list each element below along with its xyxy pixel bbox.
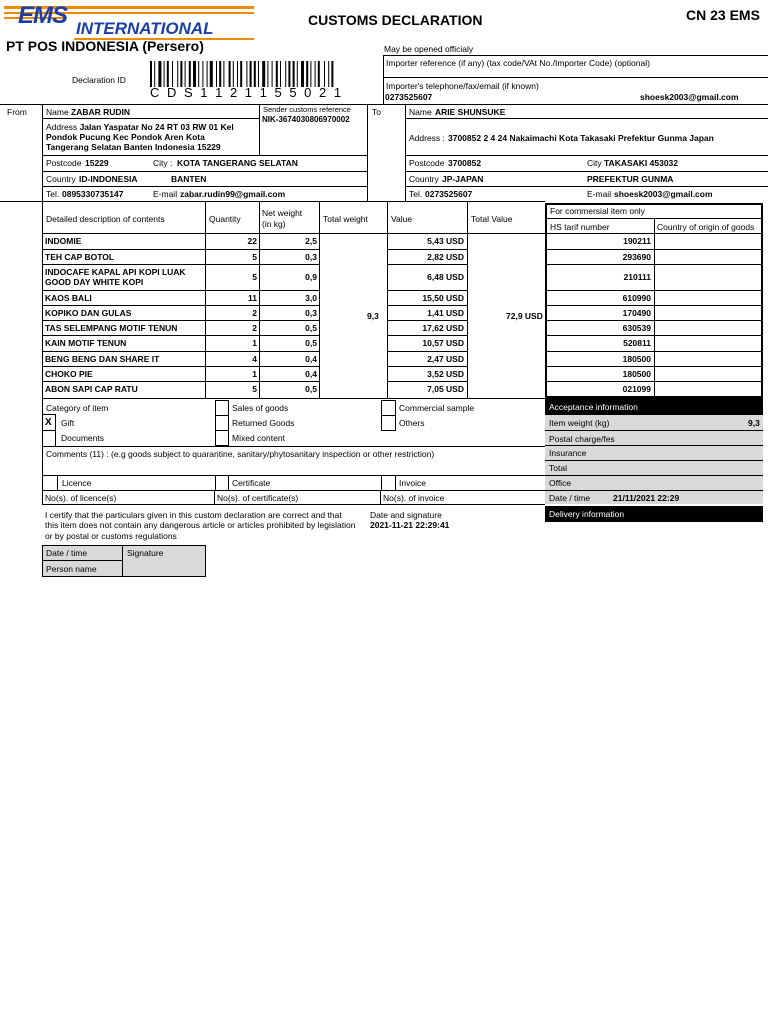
item-hs-tariff: 630539 (622, 323, 651, 333)
gift-label: Gift (61, 418, 75, 428)
total-weight: 9,3 (367, 311, 379, 321)
accept-date: 21/11/2021 22:29 (613, 493, 680, 503)
item-net-weight: 3,0 (305, 293, 317, 303)
sig-date-label: Date / time (46, 548, 88, 558)
ems-logo (4, 4, 254, 40)
item-value: 2,82 USD (427, 252, 464, 262)
sender-postcode: 15229 (85, 158, 109, 168)
date-signature-label: Date and signature (370, 510, 442, 520)
form-code: CN 23 EMS (686, 7, 760, 23)
others-checkbox[interactable] (381, 415, 396, 431)
item-net-weight: 0,5 (305, 338, 317, 348)
item-quantity: 5 (252, 272, 257, 282)
header-total-value: Total Value (471, 214, 513, 224)
header-value: Value (391, 214, 413, 224)
item-description: ABON SAPI CAP RATU (45, 384, 138, 394)
item-value: 15,50 USD (422, 293, 464, 303)
sender-tel: 0895330735147 (62, 189, 124, 199)
certify-line-2: this item does not contain any dangerous article or articles prohibited by legislation (45, 520, 356, 530)
item-hs-tariff: 021099 (622, 384, 651, 394)
invoice-checkbox[interactable] (381, 475, 396, 491)
commercial-sample-checkbox[interactable] (381, 400, 396, 416)
total-label: Total (549, 463, 567, 473)
receiver-postcode: 3700852 (448, 158, 482, 168)
sender-email-label: E-mail (153, 189, 178, 199)
header-commercial-only: For commersial item only (550, 206, 645, 216)
sales-checkbox[interactable] (215, 400, 229, 416)
receiver-postcode-label: Postcode (409, 158, 445, 168)
sender-address-label: Address (46, 122, 78, 132)
declaration-id-label: Declaration ID (72, 75, 126, 85)
insurance-label: Insurance (549, 448, 587, 458)
to-label: To (372, 107, 381, 117)
category-label: Category of item (46, 403, 109, 413)
mixed-checkbox[interactable] (215, 430, 229, 446)
sender-country-label: Country (46, 174, 76, 184)
company-name: PT POS INDONESIA (Persero) (6, 38, 204, 54)
item-net-weight: 0,4 (305, 354, 317, 364)
sig-signature-label: Signature (127, 548, 164, 558)
gift-checkbox[interactable]: X (45, 417, 52, 428)
item-hs-tariff: 170490 (622, 308, 651, 318)
certify-line-1: I certify that the particulars given in this custom declaration are correct and that (45, 510, 342, 520)
item-quantity: 22 (247, 236, 257, 246)
item-quantity: 1 (252, 369, 257, 379)
certificate-checkbox[interactable] (215, 475, 229, 491)
item-hs-tariff: 190211 (623, 236, 651, 246)
receiver-country: JP-JAPAN (442, 174, 484, 184)
item-quantity: 11 (248, 293, 257, 303)
item-value: 5,43 USD (427, 236, 464, 246)
sender-postcode-label: Postcode (46, 158, 82, 168)
header-hs-tariff: HS tarif number (550, 222, 610, 232)
certificate-no-label: No(s). of certificate(s) (217, 493, 299, 503)
sender-customs-ref: NIK-3674030806970002 (262, 115, 350, 124)
licence-no-label: No(s). of licence(s) (45, 493, 117, 503)
sender-name-label: Name (46, 107, 69, 117)
item-description: KOPIKO DAN GULAS (45, 308, 132, 318)
item-description: TEH CAP BOTOL (45, 252, 115, 262)
item-hs-tariff: 293690 (622, 252, 651, 262)
invoice-label: Invoice (399, 478, 426, 488)
item-quantity: 2 (252, 308, 257, 318)
item-value: 1,41 USD (427, 308, 464, 318)
item-description: KAOS BALI (45, 293, 92, 303)
importer-reference-label: Importer reference (if any) (tax code/VAt No./Importer Code) (optional) (386, 58, 650, 68)
sender-customs-ref-label: Sender customs reference (263, 105, 351, 114)
item-quantity: 5 (252, 384, 257, 394)
receiver-email-label: E-mail (587, 189, 612, 199)
sender-email: zabar.rudin99@gmail.com (180, 189, 286, 199)
item-quantity: 1 (252, 338, 257, 348)
from-label: From (7, 107, 27, 117)
receiver-province: PREFEKTUR GUNMA (587, 174, 674, 184)
page-title: CUSTOMS DECLARATION (308, 12, 483, 28)
date-signature: 2021-11-21 22:29:41 (370, 520, 450, 530)
item-hs-tariff: 180500 (622, 369, 651, 379)
header-origin: Country of origin of goods (657, 222, 755, 232)
item-description: TAS SELEMPANG MOTIF TENUN (45, 323, 178, 333)
item-value: 2,47 USD (427, 354, 464, 364)
returned-label: Returned Goods (232, 418, 295, 428)
barcode-text: C D S 1 1 2 1 1 5 5 0 2 1 (150, 85, 344, 100)
item-hs-tariff: 210111 (623, 272, 651, 282)
item-net-weight: 0,4 (305, 369, 317, 379)
item-quantity: 5 (252, 252, 257, 262)
sales-label: Sales of goods (232, 403, 289, 413)
header-net-weight-unit: (in kg) (262, 219, 286, 229)
receiver-tel-label: Tel. (409, 189, 423, 199)
item-value: 6,48 USD (427, 272, 464, 282)
item-description: BENG BENG DAN SHARE IT (45, 354, 160, 364)
may-be-opened: May be opened officialy (384, 44, 474, 54)
licence-checkbox[interactable] (42, 475, 58, 491)
item-quantity: 2 (252, 323, 257, 333)
certificate-label: Certificate (232, 478, 271, 488)
receiver-city: TAKASAKI 453032 (604, 158, 679, 168)
importer-email: shoesk2003@gmail.com (640, 92, 739, 102)
barcode (150, 61, 370, 87)
item-net-weight: 2,5 (305, 236, 317, 246)
office-label: Office (549, 478, 572, 488)
header-description: Detailed description of contents (46, 214, 165, 224)
item-net-weight: 0,3 (305, 252, 317, 262)
item-hs-tariff: 610990 (622, 293, 651, 303)
comments-label: Comments (11) : (e.g goods subject to quarantine, sanitary/phytosanitary inspection or other restriction) (46, 449, 435, 459)
item-net-weight: 0,9 (305, 272, 317, 282)
receiver-name-label: Name (409, 107, 432, 117)
accept-date-label: Date / time (549, 493, 591, 503)
mixed-label: Mixed content (232, 433, 285, 443)
commercial-sample-label: Commercial sample (399, 403, 475, 413)
receiver-address: 3700852 2 4 24 Nakaimachi Kota Takasaki Prefektur Gunma Japan (448, 133, 714, 143)
item-hs-tariff: 180500 (622, 354, 651, 364)
postal-charge-label: Postal charge/fes (549, 434, 615, 444)
total-value: 72,9 USD (506, 311, 543, 321)
item-weight: 9,3 (748, 418, 760, 428)
item-description: INDOCAFE KAPAL API KOPI LUAK GOOD DAY WHITE KOPI (45, 267, 186, 287)
certify-line-3: or by postal or customs regulations (45, 531, 177, 541)
acceptance-header: Acceptance information (545, 399, 763, 415)
item-quantity: 4 (252, 354, 257, 364)
importer-phone: 0273525607 (385, 92, 433, 102)
receiver-tel: 0273525607 (425, 189, 473, 199)
header-total-weight: Total weight (323, 214, 368, 224)
sender-city-label: City : (153, 158, 173, 168)
sender-tel-label: Tel. (46, 189, 60, 199)
item-value: 17,62 USD (422, 323, 464, 333)
receiver-address-label: Address : (409, 133, 445, 143)
header-net-weight: Net weight (262, 208, 303, 218)
receiver-email: shoesk2003@gmail.com (614, 189, 713, 199)
licence-label: Licence (62, 478, 92, 488)
others-label: Others (399, 418, 425, 428)
item-description: KAIN MOTIF TENUN (45, 338, 127, 348)
sig-person-label: Person name (46, 564, 97, 574)
sender-city: KOTA TANGERANG SELATAN (177, 158, 298, 168)
item-value: 7,05 USD (427, 384, 464, 394)
sender-address: Address Jalan Yaspatar No 24 RT 03 RW 01 Kel Pondok Pucung Kec Pondok Aren Kota Tangerang Selatan Banten Indonesia 15229 (46, 122, 234, 152)
item-description: CHOKO PIE (45, 369, 93, 379)
receiver-city-label: City (587, 158, 602, 168)
importer-contact-label: Importer's telephone/fax/email (if known) (386, 81, 539, 91)
receiver-country-label: Country (409, 174, 439, 184)
receiver-name: ARIE SHUNSUKE (435, 107, 506, 117)
ems-logo-sub: INTERNATIONAL (76, 19, 214, 38)
delivery-header: Delivery information (545, 506, 763, 522)
item-weight-label: Item weight (kg) (549, 418, 610, 428)
documents-label: Documents (61, 433, 104, 443)
sender-name: ZABAR RUDIN (71, 107, 131, 117)
header-quantity: Quantity (209, 214, 241, 224)
item-description: INDOMIE (45, 236, 82, 246)
item-net-weight: 0,3 (305, 308, 317, 318)
item-hs-tariff: 520811 (623, 338, 651, 348)
item-net-weight: 0,5 (305, 323, 317, 333)
sender-province: BANTEN (171, 174, 207, 184)
item-value: 3,52 USD (427, 369, 464, 379)
returned-checkbox[interactable] (215, 415, 229, 431)
ems-logo-text: EMS (18, 2, 68, 29)
invoice-no-label: No(s). of invoice (383, 493, 445, 503)
item-value: 10,57 USD (422, 338, 464, 348)
sender-country: ID-INDONESIA (79, 174, 138, 184)
item-net-weight: 0,5 (305, 384, 317, 394)
